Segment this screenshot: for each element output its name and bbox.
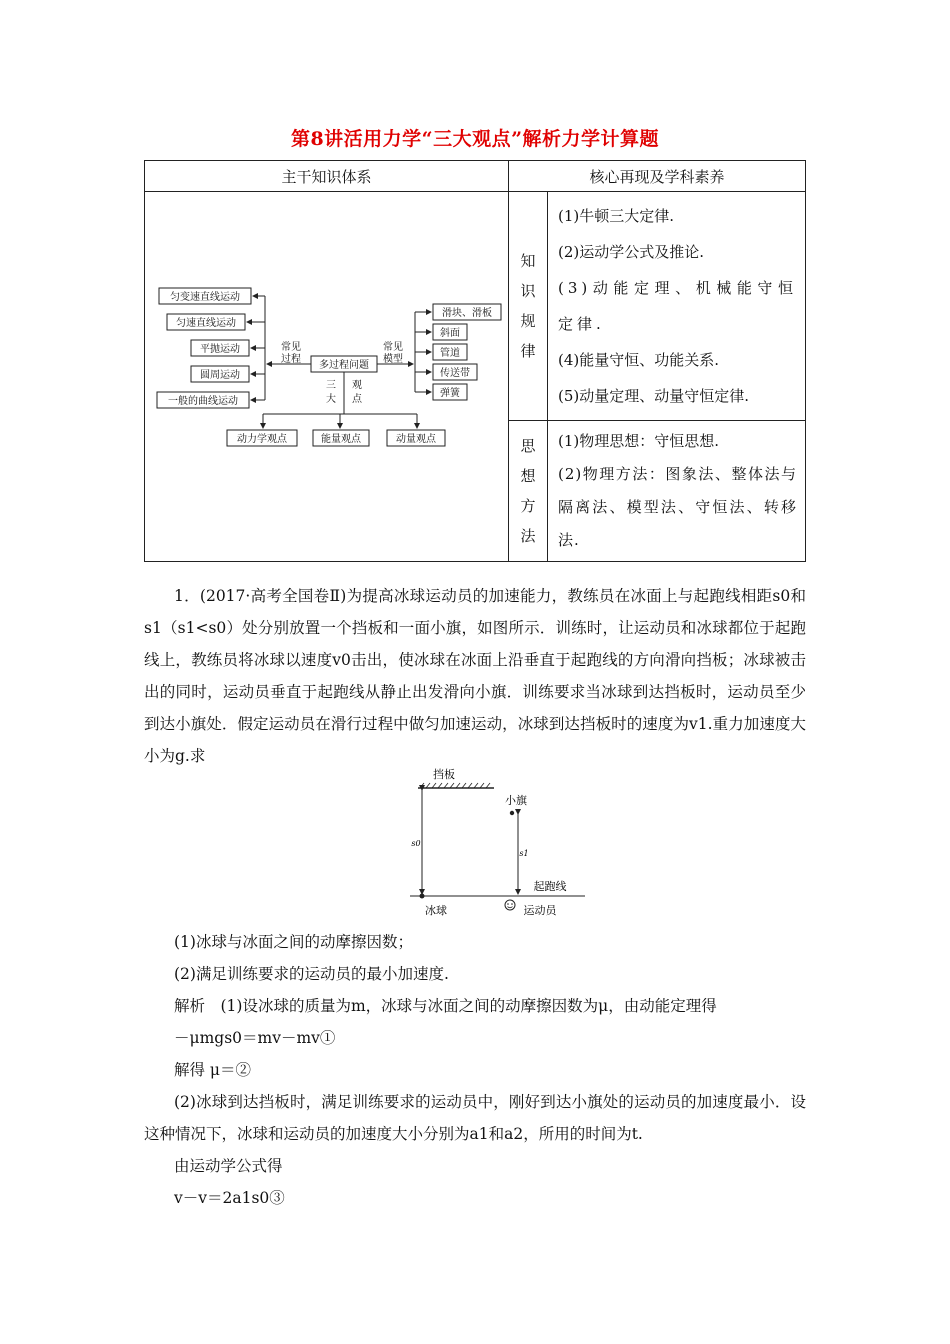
header-left: 主干知识体系: [145, 161, 509, 192]
knowledge-diagram-cell: [145, 192, 509, 562]
solution-2: (2)冰球到达挡板时，满足训练要求的运动员中，刚好到达小旗处的运动员的加速度最小．设这种情况下，冰球和运动员的加速度大小分别为a1和a2，所用的时间为t.: [144, 1093, 806, 1143]
view-label: 动力学观点: [237, 434, 287, 445]
list-item: (4)能量守恒、功能关系.: [558, 351, 720, 369]
motion-label: 匀速直线运动: [176, 318, 236, 329]
list-item: (5)动量定理、动量守恒定律.: [558, 387, 750, 405]
motion-label: 一般的曲线运动: [168, 396, 238, 407]
problem-text: 1．(2017·高考全国卷Ⅱ)为提高冰球运动员的加速能力，教练员在冰面上与起跑线相距s0和s1（s1<s0）处分别放置一个挡板和一面小旗，如图所示．训练时，让运动员和冰球都位于起跑线上，教练员将冰球以速度v0击出，使冰球在冰面上沿垂直于起跑线的方向滑向挡板；冰球被击出的同时，运动员垂直于起跑线从静止出发滑向小旗．训练要求当冰球到达挡板时，运动员至少到达小旗处．假定运动员在滑行过程中做匀加速运动，冰球到达挡板时的速度为v1.重力加速度大小为g.求: [144, 587, 806, 765]
puck-label: 冰球: [425, 904, 447, 917]
list-item: (2)运动学公式及推论.: [558, 243, 705, 261]
mid-label-d: 点: [352, 394, 362, 405]
flag-label: 小旗: [505, 794, 527, 807]
equation-1: －μmgs0＝mv－mv①: [174, 1029, 336, 1047]
list-item: (3)动能定理、机械能守恒定律.: [558, 279, 797, 333]
question-2: (2)满足训练要求的运动员的最小加速度.: [174, 965, 449, 983]
equation-3: v－v＝2a1s0③: [174, 1189, 285, 1207]
model-label: 传送带: [440, 368, 470, 379]
right-label-2: 模型: [383, 354, 403, 365]
mid-label-b: 大: [326, 394, 336, 405]
list-item: (1)牛顿三大定律.: [558, 207, 675, 225]
view-label: 能量观点: [321, 434, 361, 445]
knowledge-table: [144, 160, 806, 562]
right-label-1: 常见: [383, 342, 403, 353]
knowledge-diagram: [145, 192, 508, 547]
model-label: 斜面: [440, 328, 460, 339]
knowledge-list: [548, 192, 806, 421]
page-title: 第8讲活用力学“三大观点”解析力学计算题: [290, 128, 660, 150]
row-label-knowledge: 知 识 规 律: [509, 192, 548, 421]
athlete-icon: [505, 900, 515, 910]
motion-label: 圆周运动: [200, 370, 240, 381]
motion-label: 匀变速直线运动: [170, 292, 240, 303]
model-label: 管道: [440, 348, 460, 359]
header-right: 核心再现及学科素养: [509, 161, 806, 192]
solution-1: 解析 (1)设冰球的质量为m，冰球与冰面之间的动摩擦因数为μ，由动能定理得: [174, 997, 717, 1015]
s0-label: s0: [411, 839, 421, 848]
athlete-label: 运动员: [523, 904, 557, 917]
list-item: (1)物理思想：守恒思想.: [558, 432, 720, 450]
equation-2: 解得 μ＝②: [174, 1061, 252, 1079]
model-label: 弹簧: [440, 388, 460, 399]
problem-figure: [400, 766, 590, 926]
question-1: (1)冰球与冰面之间的动摩擦因数；: [174, 933, 413, 951]
model-label: 滑块、滑板: [442, 308, 492, 319]
row-label-methods: 思 想 方 法: [509, 421, 548, 562]
motion-label: 平抛运动: [200, 344, 240, 355]
left-label-1: 常见: [281, 342, 301, 353]
flag-dot: [510, 811, 514, 815]
center-label: 多过程问题: [319, 360, 369, 371]
view-label: 动量观点: [396, 434, 436, 445]
left-label-2: 过程: [281, 354, 301, 365]
board-label: 挡板: [433, 768, 455, 781]
solution-3: 由运动学公式得: [174, 1157, 283, 1175]
mid-label-c: 观: [352, 380, 362, 391]
puck-dot: [420, 894, 425, 899]
s1-label: s1: [519, 849, 529, 858]
methods-list: [548, 421, 806, 562]
start-line-label: 起跑线: [533, 880, 567, 893]
mid-label-a: 三: [326, 380, 336, 391]
list-item: (2)物理方法：图象法、整体法与隔离法、模型法、守恒法、转移法.: [558, 465, 797, 549]
